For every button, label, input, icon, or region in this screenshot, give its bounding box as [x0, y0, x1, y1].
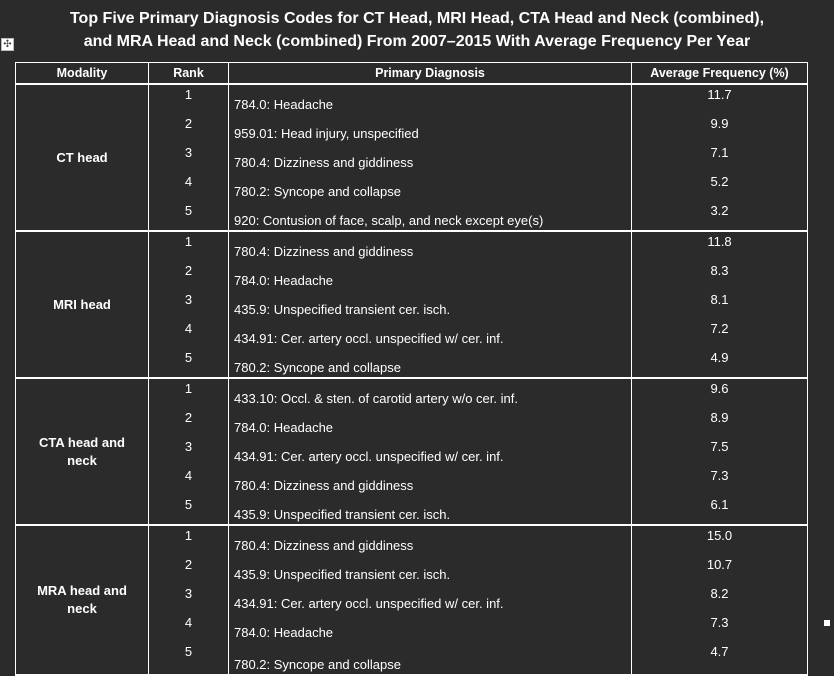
- diagnosis-cell: 435.9: Unspecified transient cer. isch.: [229, 495, 632, 525]
- frequency-cell: 8.3: [632, 261, 808, 290]
- frequency-cell: 8.9: [632, 408, 808, 437]
- table-row: [16, 231, 808, 261]
- diagnosis-cell: 435.9: Unspecified transient cer. isch.: [229, 290, 632, 319]
- frequency-cell: 3.2: [632, 201, 808, 231]
- rank-cell: 1: [149, 84, 229, 114]
- diagnosis-cell: 780.2: Syncope and collapse: [229, 172, 632, 201]
- diagnosis-cell: 959.01: Head injury, unspecified: [229, 114, 632, 143]
- frequency-cell: 11.7: [632, 84, 808, 114]
- rank-cell: 4: [149, 172, 229, 201]
- modality-cell: MRI head: [16, 231, 149, 378]
- diagnosis-cell: 434.91: Cer. artery occl. unspecified w/ cer. inf.: [229, 319, 632, 348]
- rank-cell: 3: [149, 143, 229, 172]
- frequency-cell: 7.3: [632, 466, 808, 495]
- frequency-cell: 7.5: [632, 437, 808, 466]
- frequency-cell: 8.2: [632, 584, 808, 613]
- rank-cell: 5: [149, 201, 229, 231]
- frequency-header: Average Frequency (%): [632, 63, 808, 85]
- table-row: [16, 525, 808, 555]
- rank-cell: 4: [149, 466, 229, 495]
- rank-cell: 2: [149, 408, 229, 437]
- diagnosis-cell: 780.4: Dizziness and giddiness: [229, 231, 632, 261]
- frequency-cell: 5.2: [632, 172, 808, 201]
- diagnosis-table: [15, 62, 808, 676]
- diagnosis-cell: 433.10: Occl. & sten. of carotid artery w/o cer. inf.: [229, 378, 632, 408]
- frequency-cell: 9.6: [632, 378, 808, 408]
- header-row: [16, 63, 808, 85]
- frequency-cell: 6.1: [632, 495, 808, 525]
- modality-cell: CTA head and neck: [16, 378, 149, 525]
- frequency-cell: 7.3: [632, 613, 808, 642]
- frequency-cell: 8.1: [632, 290, 808, 319]
- frequency-cell: 7.2: [632, 319, 808, 348]
- rank-cell: 2: [149, 261, 229, 290]
- rank-cell: 1: [149, 378, 229, 408]
- frequency-cell: 11.8: [632, 231, 808, 261]
- table-caption: [40, 7, 794, 53]
- table-row: [16, 84, 808, 114]
- diagnosis-cell: 784.0: Headache: [229, 408, 632, 437]
- rank-header: Rank: [149, 63, 229, 85]
- caption-line-2: and MRA Head and Neck (combined) From 2007–2015 With Average Frequency Per Year: [83, 33, 751, 50]
- diagnosis-cell: 434.91: Cer. artery occl. unspecified w/ cer. inf.: [229, 584, 632, 613]
- diagnosis-cell: 434.91: Cer. artery occl. unspecified w/ cer. inf.: [229, 437, 632, 466]
- rank-cell: 4: [149, 319, 229, 348]
- rank-cell: 2: [149, 114, 229, 143]
- diagnosis-header: Primary Diagnosis: [229, 63, 632, 85]
- rank-cell: 4: [149, 613, 229, 642]
- frequency-cell: 15.0: [632, 525, 808, 555]
- diagnosis-cell: 780.2: Syncope and collapse: [229, 348, 632, 378]
- rank-cell: 1: [149, 231, 229, 261]
- frequency-cell: 10.7: [632, 555, 808, 584]
- rank-cell: 5: [149, 348, 229, 378]
- modality-header: Modality: [16, 63, 149, 85]
- modality-cell: CT head: [16, 84, 149, 231]
- rank-cell: 1: [149, 525, 229, 555]
- diagnosis-cell: 435.9: Unspecified transient cer. isch.: [229, 555, 632, 584]
- frequency-cell: 9.9: [632, 114, 808, 143]
- frequency-cell: 4.7: [632, 642, 808, 675]
- move-arrows-icon[interactable]: ✣: [1, 38, 14, 51]
- rank-cell: 3: [149, 290, 229, 319]
- diagnosis-cell: 784.0: Headache: [229, 261, 632, 290]
- rank-cell: 5: [149, 495, 229, 525]
- modality-cell: MRA head and neck: [16, 525, 149, 675]
- resize-handle[interactable]: [824, 620, 830, 626]
- diagnosis-cell: 784.0: Headache: [229, 613, 632, 642]
- frequency-cell: 4.9: [632, 348, 808, 378]
- rank-cell: 2: [149, 555, 229, 584]
- rank-cell: 3: [149, 437, 229, 466]
- diagnosis-cell: 784.0: Headache: [229, 84, 632, 114]
- frequency-cell: 7.1: [632, 143, 808, 172]
- diagnosis-cell: 780.4: Dizziness and giddiness: [229, 143, 632, 172]
- diagnosis-cell: 780.4: Dizziness and giddiness: [229, 525, 632, 555]
- rank-cell: 3: [149, 584, 229, 613]
- diagnosis-cell: 780.2: Syncope and collapse: [229, 642, 632, 675]
- table-body: [16, 84, 808, 675]
- rank-cell: 5: [149, 642, 229, 675]
- diagnosis-cell: 920: Contusion of face, scalp, and neck except eye(s): [229, 201, 632, 231]
- caption-line-1: Top Five Primary Diagnosis Codes for CT Head, MRI Head, CTA Head and Neck (combined),: [69, 10, 765, 27]
- table-row: [16, 378, 808, 408]
- diagnosis-cell: 780.4: Dizziness and giddiness: [229, 466, 632, 495]
